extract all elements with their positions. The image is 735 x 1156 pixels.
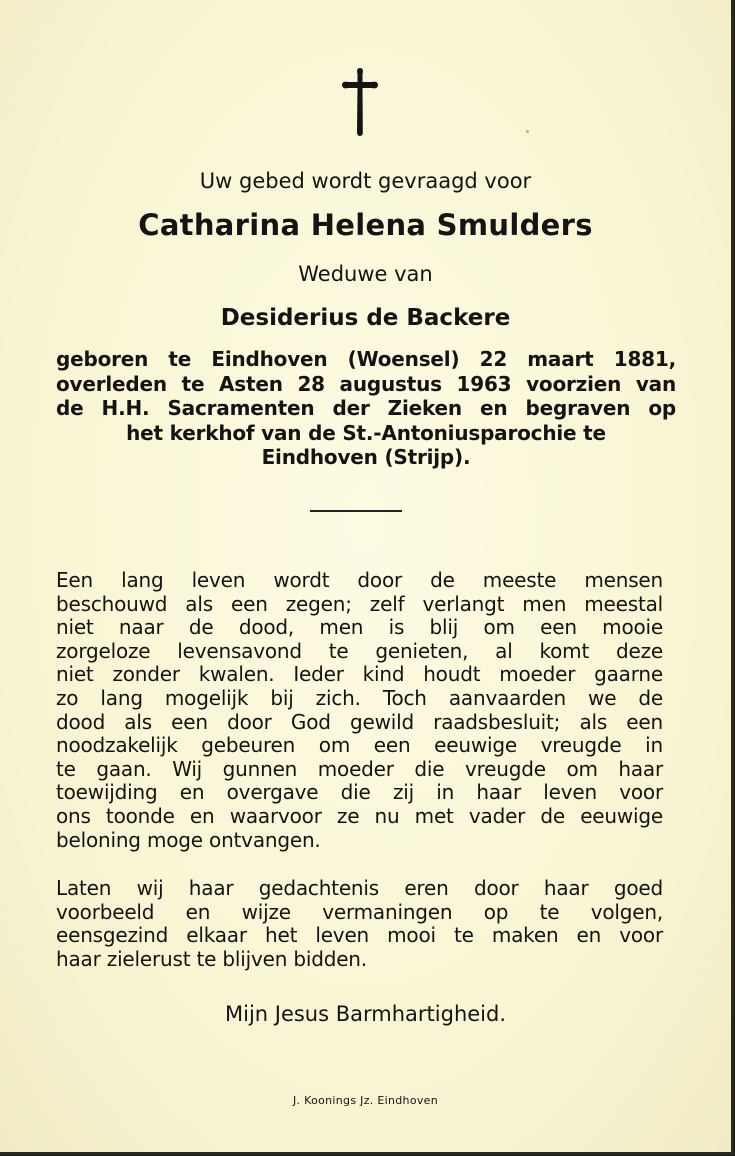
- printer-credit: J. Koonings Jz. Eindhoven: [293, 1094, 438, 1107]
- section-divider: [310, 510, 402, 512]
- biography-line: geboren te Eindhoven (Woensel) 22 maart 1881,: [56, 347, 676, 371]
- relation-label: Weduwe van: [298, 262, 433, 286]
- remembrance-paragraph: [56, 877, 663, 971]
- paragraph-line: ons toonde en waarvoor ze nu met vader de eeuwige: [56, 803, 663, 828]
- biography-block: [56, 347, 676, 470]
- paragraph-line: Een lang leven wordt door de meeste mensen: [56, 568, 663, 592]
- paragraph-line: haar zielerust te blijven bidden.: [56, 946, 367, 971]
- deceased-name: Catharina Helena Smulders: [138, 208, 593, 242]
- paragraph-line: dood als een door God gewild raadsbesluit; als een: [56, 709, 663, 734]
- reflection-paragraph: [56, 569, 663, 852]
- paragraph-line: beschouwd als een zegen; zelf verlangt men meestal: [56, 591, 663, 616]
- latin-cross-icon: [340, 66, 380, 138]
- paragraph-line: toewijding en overgave die zij in haar leven voor: [56, 780, 663, 805]
- spouse-name: Desiderius de Backere: [220, 305, 511, 331]
- paper-speck: [526, 130, 529, 133]
- paragraph-line: zorgeloze levensavond te genieten, al komt deze: [56, 638, 663, 663]
- paragraph-line: beloning moge ontvangen.: [56, 827, 321, 852]
- paragraph-line: niet naar de dood, men is blij om een mooie: [56, 615, 663, 640]
- biography-line: Eindhoven (Strijp).: [261, 445, 471, 469]
- paragraph-line: Laten wij haar gedachtenis eren door haar goed: [56, 876, 663, 900]
- biography-line: het kerkhof van de St.-Antoniusparochie te: [126, 420, 606, 445]
- biography-line: overleden te Asten 28 augustus 1963 voorzien van: [56, 371, 676, 396]
- prayer-request-heading: Uw gebed wordt gevraagd voor: [199, 169, 532, 193]
- paragraph-line: zo lang mogelijk bij zich. Toch aanvaarden we de: [56, 685, 663, 710]
- paragraph-line: noodzakelijk gebeuren om een eeuwige vreugde in: [56, 733, 663, 758]
- closing-prayer: Mijn Jesus Barmhartigheid.: [224, 1002, 507, 1026]
- paragraph-line: niet zonder kwalen. Ieder kind houdt moeder gaarne: [56, 662, 663, 687]
- paragraph-line: eensgezind elkaar het leven mooi te maken en voor: [56, 923, 663, 948]
- paragraph-line: te gaan. Wij gunnen moeder die vreugde om haar: [56, 756, 663, 781]
- biography-line: de H.H. Sacramenten der Zieken en begraven op: [56, 396, 676, 420]
- paragraph-line: voorbeeld en wijze vermaningen op te volgen,: [56, 899, 663, 924]
